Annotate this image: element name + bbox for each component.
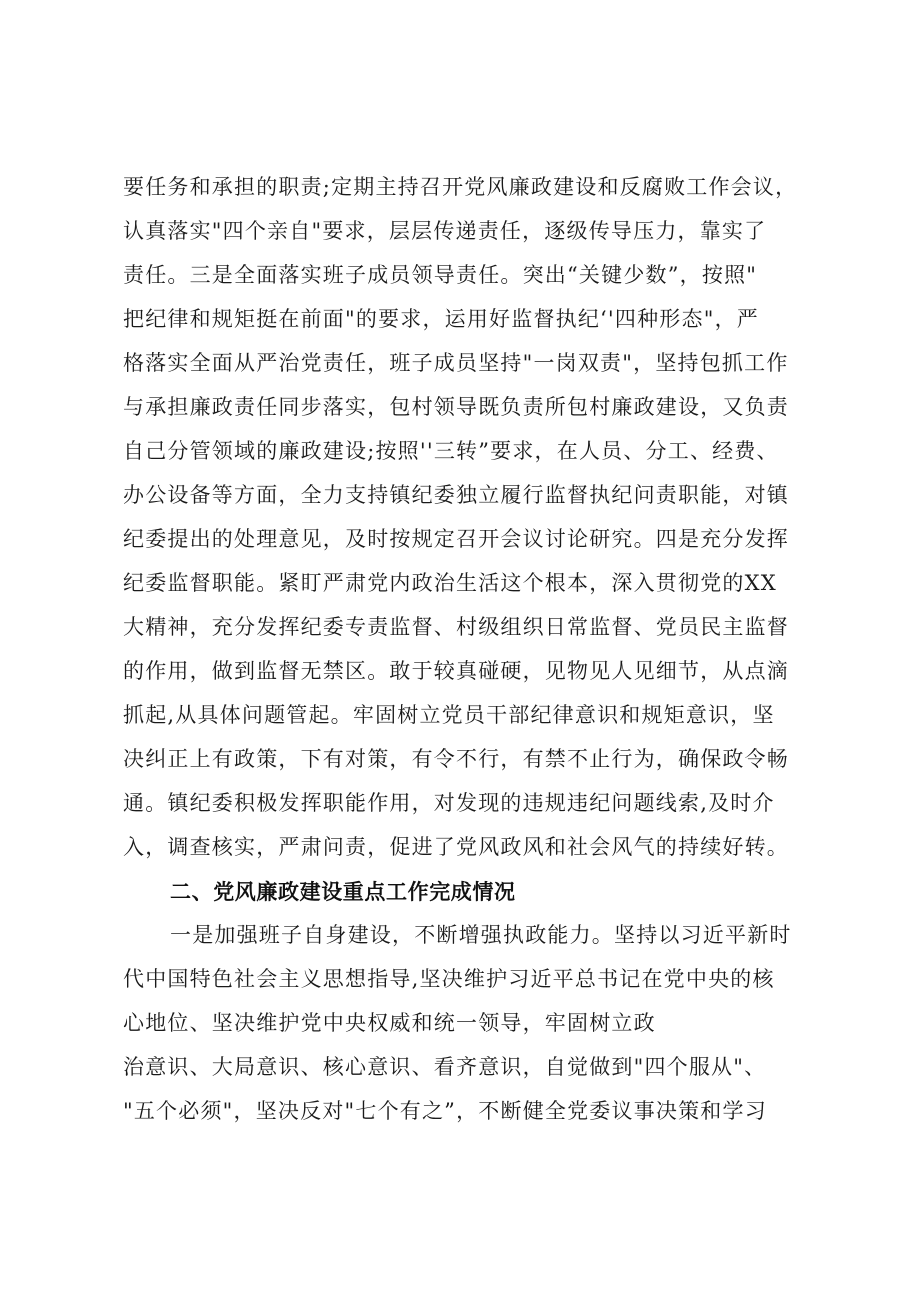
paragraph-1-line-7: 自己分管领域的廉政建设;按照''三转”要求，在人员、分工、经费、 xyxy=(123,439,779,463)
paragraph-2-line-1: 一是加强班子自身建设，不断增强执政能力。坚持以习近平新时 xyxy=(170,923,792,947)
paragraph-1-line-8: 办公设备等方面，全力支持镇纪委独立履行监督执纪问责职能，对镇 xyxy=(123,483,789,507)
paragraph-2-line-3: 心地位、坚决维护党中央权威和统一领导，牢固树立政 xyxy=(123,1011,656,1035)
paragraph-2-line-4: 治意识、大局意识、核心意识、看齐意识，自觉做到"四个服从"、 xyxy=(123,1055,767,1079)
paragraph-1-line-5: 格落实全面从严治党责任，班子成员坚持"一岗双责"，坚持包抓工作 xyxy=(123,351,789,375)
paragraph-2-line-2: 代中国特色社会主义思想指导,坚决维护习近平总书记在党中央的核 xyxy=(123,967,775,991)
paragraph-1-line-12: 的作用，做到监督无禁区。敢于较真碰硬，见物见人见细节，从点滴 xyxy=(123,659,789,683)
paragraph-1-line-9: 纪委提出的处理意见，及时按规定召开会议讨论研究。四是充分发挥 xyxy=(123,527,789,551)
paragraph-1-line-13: 抓起,从具体问题管起。牢固树立党员干部纪律意识和规矩意识，坚 xyxy=(123,703,775,727)
paragraph-1-line-10: 纪委监督职能。紧盯严肃党内政治生活这个根本，深入贯彻党的XX xyxy=(123,571,777,595)
paragraph-1-line-3: 责任。三是全面落实班子成员领导责任。突出“关键少数”，按照" xyxy=(123,263,758,287)
section-heading: 二、党风廉政建设重点工作完成情况 xyxy=(170,880,516,904)
paragraph-2-line-5: "五个必须"，坚决反对"七个有之”，不断健全党委议事决策和学习 xyxy=(123,1099,767,1123)
paragraph-1-line-11: 大精神，充分发挥纪委专责监督、村级组织日常监督、党员民主监督 xyxy=(123,615,789,639)
paragraph-1-line-16: 入，调查核实，严肃问责，促进了党风政风和社会风气的持续好转。 xyxy=(123,835,789,859)
paragraph-1-line-1: 要任务和承担的职责;定期主持召开党风廉政建设和反腐败工作会议， xyxy=(123,175,798,199)
paragraph-1-line-6: 与承担廉政责任同步落实，包村领导既负责所包村廉政建设，又负责 xyxy=(123,395,789,419)
paragraph-1-line-2: 认真落实"四个亲自"要求，层层传递责任，逐级传导压力，靠实了 xyxy=(123,219,767,243)
paragraph-1-line-15: 通。镇纪委积极发挥职能作用，对发现的违规违纪问题线索,及时介 xyxy=(123,791,775,815)
paragraph-1-line-4: 把纪律和规矩挺在前面"的要求，运用好监督执纪‘'四种形态"，严 xyxy=(123,307,759,331)
paragraph-1-line-14: 决纠正上有政策，下有对策，有令不行，有禁不止行为，确保政令畅 xyxy=(123,747,789,771)
